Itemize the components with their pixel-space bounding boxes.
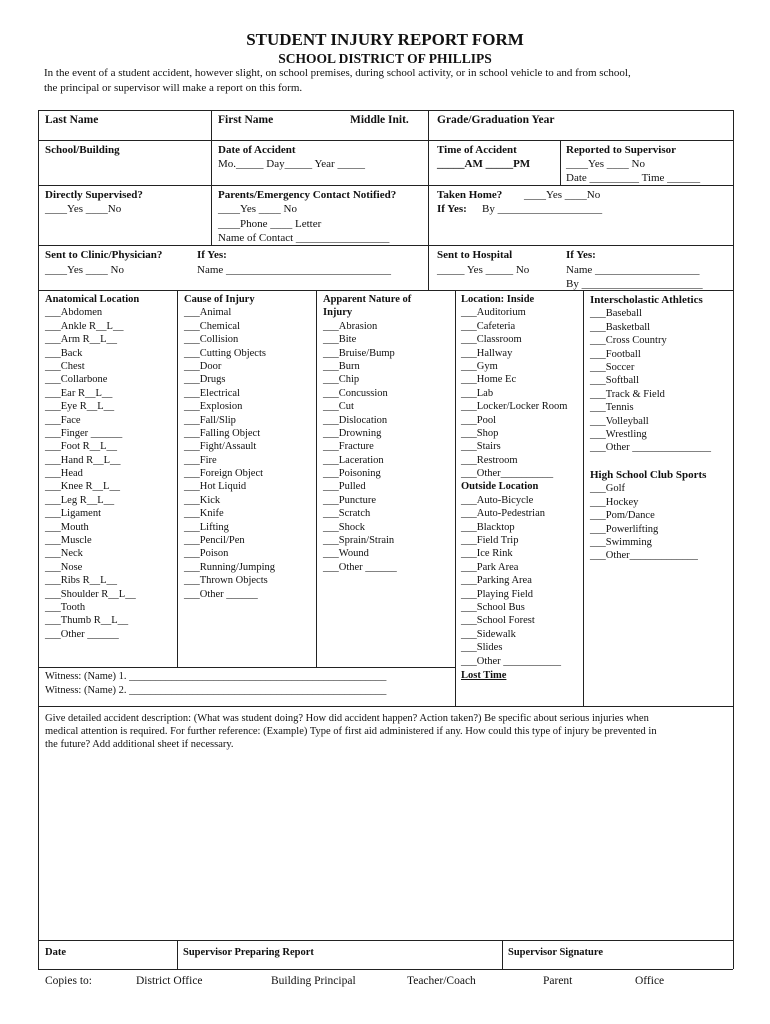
anatomical-item[interactable]: ___Ankle R__L__ [45, 320, 124, 332]
cause-item[interactable]: ___Fire [184, 454, 217, 466]
grade-label: Grade/Graduation Year [437, 114, 555, 126]
cause-item[interactable]: ___Other ______ [184, 588, 258, 600]
nature-item[interactable]: ___Pulled [323, 481, 366, 493]
athletics-item[interactable]: ___Softball [590, 375, 639, 387]
location-inside-item[interactable]: ___Lab [461, 387, 494, 399]
location-outside-item[interactable]: ___Sidewalk [461, 628, 516, 640]
location-inside-item[interactable]: ___Restroom [461, 454, 518, 466]
athletics-header: Interscholastic Athletics [590, 294, 703, 306]
cause-list [184, 293, 275, 601]
anatomical-item[interactable]: ___Face [45, 414, 81, 426]
cause-item[interactable]: ___Chemical [184, 320, 240, 332]
club-sports-item[interactable]: ___Swimming [590, 536, 652, 548]
list-divider-3 [455, 290, 456, 706]
club-sports-item[interactable]: ___Pom/Dance [590, 510, 655, 522]
location-inside-item[interactable]: ___Other__________ [461, 468, 554, 480]
nature-item[interactable]: ___Poisoning [323, 468, 381, 480]
athletics-item[interactable]: ___Track & Field [590, 388, 665, 400]
nature-item[interactable]: ___Cut [323, 401, 354, 413]
location-outside-item[interactable]: ___School Forest [461, 615, 535, 627]
copies-district-office: District Office [136, 975, 203, 987]
frame-bottom [38, 969, 733, 970]
anatomical-item[interactable]: ___Finger ______ [45, 427, 123, 439]
location-inside-item[interactable]: ___Home Ec [461, 374, 517, 386]
cause-item[interactable]: ___Cutting Objects [184, 347, 266, 359]
clinic-name-field[interactable]: Name ______________________________ [197, 264, 392, 276]
athletics-item[interactable]: ___Football [590, 348, 641, 360]
cause-item[interactable]: ___Foreign Object [184, 468, 264, 480]
cause-item[interactable]: ___Thrown Objects [184, 575, 268, 587]
anatomical-item[interactable]: ___Arm R__L__ [45, 334, 118, 346]
nature-item[interactable]: ___Other ______ [323, 561, 397, 573]
nature-item[interactable]: ___Concussion [323, 387, 388, 399]
cause-item[interactable]: ___Kick [184, 494, 221, 506]
location-inside-item[interactable]: ___Pool [461, 414, 497, 426]
location-outside-header: Outside Location [461, 481, 539, 493]
copies-building-principal: Building Principal [271, 975, 356, 987]
form-subtitle: SCHOOL DISTRICT OF PHILLIPS [278, 51, 492, 66]
description-instructions-3: the future? Add additional sheet if necessary. [45, 739, 234, 750]
taken-home-field[interactable]: ____Yes ____No [524, 189, 601, 201]
date-of-accident-label: Date of Accident [218, 144, 296, 156]
cause-item[interactable]: ___Animal [184, 307, 232, 319]
anatomical-item[interactable]: ___Thumb R__L__ [45, 615, 129, 627]
cause-item[interactable]: ___Electrical [184, 387, 240, 399]
cause-item[interactable]: ___Collision [184, 334, 239, 346]
witness-top-line [38, 667, 455, 668]
hospital-label: Sent to Hospital [437, 249, 513, 261]
cause-item[interactable]: ___Lifting [184, 521, 229, 533]
col-divider-c [560, 140, 561, 185]
nature-item[interactable]: ___Drowning [323, 427, 382, 439]
anatomical-item[interactable]: ___Foot R__L__ [45, 441, 118, 453]
nature-item[interactable]: ___Abrasion [323, 320, 378, 332]
anatomical-list [45, 293, 139, 641]
supervised-label: Directly Supervised? [45, 189, 143, 201]
location-inside-item[interactable]: ___Stairs [461, 441, 501, 453]
location-list [461, 293, 567, 668]
club-sports-item[interactable]: ___Powerlifting [590, 523, 659, 535]
anatomical-item[interactable]: ___Knee R__L__ [45, 481, 120, 493]
nature-item[interactable]: ___Wound [323, 548, 369, 560]
clinic-field[interactable]: ____Yes ____ No [45, 264, 124, 276]
cause-item[interactable]: ___Knife [184, 508, 224, 520]
contact-name-field[interactable]: Name of Contact _________________ [218, 232, 390, 244]
intro-line-2: the principal or supervisor will make a report on this form. [44, 82, 303, 94]
col-divider-a [211, 110, 212, 245]
row-divider-3 [38, 245, 733, 246]
cause-item[interactable]: ___Fall/Slip [184, 414, 236, 426]
copies-parent: Parent [543, 975, 573, 987]
athletics-item[interactable]: ___Basketball [590, 321, 651, 333]
list-divider-4 [583, 290, 584, 706]
anatomical-item[interactable]: ___Eye R__L__ [45, 401, 115, 413]
location-outside-item[interactable]: ___School Bus [461, 601, 525, 613]
nature-item[interactable]: ___Bruise/Bump [323, 347, 395, 359]
date-of-accident-field[interactable]: Mo._____ Day_____ Year _____ [218, 158, 365, 170]
middle-init-label: Middle Init. [350, 114, 409, 126]
location-inside-item[interactable]: ___Locker/Locker Room [461, 401, 568, 413]
club-sports-header: High School Club Sports [590, 469, 707, 481]
nature-list [323, 293, 411, 574]
anatomical-item[interactable]: ___Head [45, 468, 83, 480]
anatomical-item[interactable]: ___Back [45, 347, 83, 359]
location-inside-item[interactable]: ___Auditorium [461, 307, 526, 319]
row-divider-2 [38, 185, 733, 186]
first-name-label: First Name [218, 114, 274, 126]
nature-item[interactable]: ___Dislocation [323, 414, 388, 426]
athletics-item[interactable]: ___Cross Country [590, 335, 667, 347]
supervised-field[interactable]: ____Yes ____No [45, 203, 122, 215]
location-outside-item[interactable]: ___Auto-Pedestrian [461, 508, 545, 520]
form-title: STUDENT INJURY REPORT FORM [246, 30, 524, 49]
anatomical-item[interactable]: ___Hand R__L__ [45, 454, 121, 466]
athletics-item[interactable]: ___Volleyball [590, 415, 649, 427]
reported-label: Reported to Supervisor [566, 144, 676, 156]
nature-item[interactable]: ___Puncture [323, 494, 377, 506]
anatomical-item[interactable]: ___Other ______ [45, 628, 119, 640]
nature-item[interactable]: ___Shock [323, 521, 365, 533]
copies-teacher-coach: Teacher/Coach [407, 975, 476, 987]
cause-item[interactable]: ___Falling Object [184, 427, 261, 439]
footer-top-line [38, 940, 733, 941]
frame-top [38, 110, 733, 111]
footer-divider-2 [502, 940, 503, 969]
description-textarea[interactable] [40, 752, 732, 938]
copies-label: Copies to: [45, 975, 92, 987]
location-outside-item[interactable]: ___Slides [461, 642, 503, 654]
clinic-ifyes-label: If Yes: [197, 249, 227, 261]
nature-item[interactable]: ___Fracture [323, 441, 374, 453]
anatomical-item[interactable]: ___Neck [45, 548, 83, 560]
frame-right [733, 110, 734, 969]
location-outside-item[interactable]: ___Playing Field [461, 588, 534, 600]
col-divider-b [428, 110, 429, 290]
description-instructions-2: medical attention is required. For further reference: (Example) Type of first aid administered if any. How could this type of injury be prevented in [45, 726, 657, 737]
athletics-item[interactable]: ___Other _______________ [590, 442, 712, 454]
cause-item[interactable]: ___Pencil/Pen [184, 535, 245, 547]
location-inside-item[interactable]: ___Shop [461, 427, 499, 439]
location-outside-item[interactable]: ___Park Area [461, 561, 519, 573]
nature-item[interactable]: ___Laceration [323, 454, 384, 466]
anatomical-item[interactable]: ___Abdomen [45, 307, 103, 319]
school-label: School/Building [45, 144, 120, 156]
frame-left [38, 110, 39, 969]
description-top-line [38, 706, 733, 707]
list-divider-1 [177, 290, 178, 667]
date-label: Date [45, 947, 66, 958]
hospital-field[interactable]: _____ Yes _____ No [437, 264, 530, 276]
anatomical-item[interactable]: ___Leg R__L__ [45, 494, 115, 506]
hospital-name-field[interactable]: Name ___________________ [566, 264, 700, 276]
cause-item[interactable]: ___Explosion [184, 401, 243, 413]
anatomical-item[interactable]: ___Ribs R__L__ [45, 575, 118, 587]
copies-office: Office [635, 975, 665, 987]
anatomical-header: Anatomical Location [45, 294, 140, 305]
anatomical-item[interactable]: ___Nose [45, 561, 83, 573]
taken-home-by-field[interactable]: By ___________________ [482, 203, 603, 215]
location-outside-item[interactable]: ___Auto-Bicycle [461, 494, 534, 506]
athletics-item[interactable]: ___Baseball [590, 308, 642, 320]
supervisor-report-label: Supervisor Preparing Report [183, 947, 314, 958]
club-sports-item[interactable]: ___Hockey [590, 496, 639, 508]
cause-item[interactable]: ___Door [184, 360, 222, 372]
reported-yes-no[interactable]: ____Yes ____ No [566, 158, 645, 170]
cause-item[interactable]: ___Fight/Assault [184, 441, 257, 453]
athletics-item[interactable]: ___Tennis [590, 402, 634, 414]
time-of-accident-label: Time of Accident [437, 144, 517, 156]
location-inside-item[interactable]: ___Gym [461, 360, 498, 372]
nature-item[interactable]: ___Bite [323, 334, 357, 346]
club-sports-list [590, 469, 706, 563]
parents-phone-letter[interactable]: ____Phone ____ Letter [218, 218, 322, 230]
anatomical-item[interactable]: ___Ear R__L__ [45, 387, 113, 399]
cause-item[interactable]: ___Running/Jumping [184, 561, 276, 573]
athletics-item[interactable]: ___Wrestling [590, 428, 647, 440]
parents-yes-no[interactable]: ____Yes ____ No [218, 203, 297, 215]
anatomical-item[interactable]: ___Tooth [45, 601, 86, 613]
location-outside-item[interactable]: ___Field Trip [461, 535, 519, 547]
time-of-accident-field[interactable]: _____AM _____PM [437, 158, 531, 170]
parents-notified-label: Parents/Emergency Contact Notified? [218, 189, 397, 201]
location-outside-item[interactable]: ___Blacktop [461, 521, 515, 533]
anatomical-item[interactable]: ___Shoulder R__L__ [45, 588, 136, 600]
intro-line-1: In the event of a student accident, however slight, on school premises, during school activity, or in school vehicle to and from school, [44, 67, 631, 79]
anatomical-item[interactable]: ___Collarbone [45, 374, 108, 386]
location-inside-item[interactable]: ___Hallway [461, 347, 513, 359]
list-divider-2 [316, 290, 317, 667]
club-sports-item[interactable]: ___Golf [590, 483, 625, 495]
taken-home-ifyes-label: If Yes: [437, 203, 467, 215]
description-instructions-1: Give detailed accident description: (What was student doing? How did accident happen? Action taken?) Be specific about serious injuries when [45, 713, 649, 724]
supervisor-signature-label: Supervisor Signature [508, 947, 604, 958]
reported-date-time[interactable]: Date _________ Time ______ [566, 172, 701, 184]
hospital-ifyes-label: If Yes: [566, 249, 596, 261]
nature-item[interactable]: ___Chip [323, 374, 360, 386]
last-name-label: Last Name [45, 114, 99, 126]
location-inside-item[interactable]: ___Classroom [461, 334, 522, 346]
witness-1-field[interactable]: Witness: (Name) 1. _________________________________________________ [45, 671, 387, 682]
cause-header: Cause of Injury [184, 294, 255, 305]
club-sports-item[interactable]: ___Other_____________ [590, 550, 698, 562]
footer-divider-1 [177, 940, 178, 969]
nature-header-2: Injury [323, 307, 353, 319]
cause-item[interactable]: ___Drugs [184, 374, 226, 386]
athletics-item[interactable]: ___Soccer [590, 361, 635, 373]
location-outside-item[interactable]: ___Parking Area [461, 575, 532, 587]
lost-time-label: Lost Time [461, 670, 507, 681]
athletics-list [590, 294, 711, 455]
hospital-by-field[interactable]: By ______________________ [566, 278, 703, 290]
clinic-label: Sent to Clinic/Physician? [45, 249, 163, 261]
cause-item[interactable]: ___Hot Liquid [184, 481, 247, 493]
anatomical-item[interactable]: ___Mouth [45, 521, 89, 533]
witness-2-field[interactable]: Witness: (Name) 2. _________________________________________________ [45, 685, 387, 696]
nature-header: Apparent Nature of [323, 294, 412, 305]
location-outside-item[interactable]: ___Ice Rink [461, 548, 513, 560]
nature-item[interactable]: ___Sprain/Strain [323, 535, 395, 547]
taken-home-label: Taken Home? [437, 189, 503, 201]
location-outside-item[interactable]: ___Other ___________ [461, 655, 562, 667]
nature-item[interactable]: ___Burn [323, 360, 360, 372]
anatomical-item[interactable]: ___Muscle [45, 535, 92, 547]
nature-item[interactable]: ___Scratch [323, 508, 371, 520]
location-inside-item[interactable]: ___Cafeteria [461, 320, 516, 332]
cause-item[interactable]: ___Poison [184, 548, 229, 560]
anatomical-item[interactable]: ___Ligament [45, 508, 101, 520]
anatomical-item[interactable]: ___Chest [45, 360, 85, 372]
row-divider-1 [38, 140, 733, 141]
location-inside-header: Location: Inside [461, 294, 535, 305]
